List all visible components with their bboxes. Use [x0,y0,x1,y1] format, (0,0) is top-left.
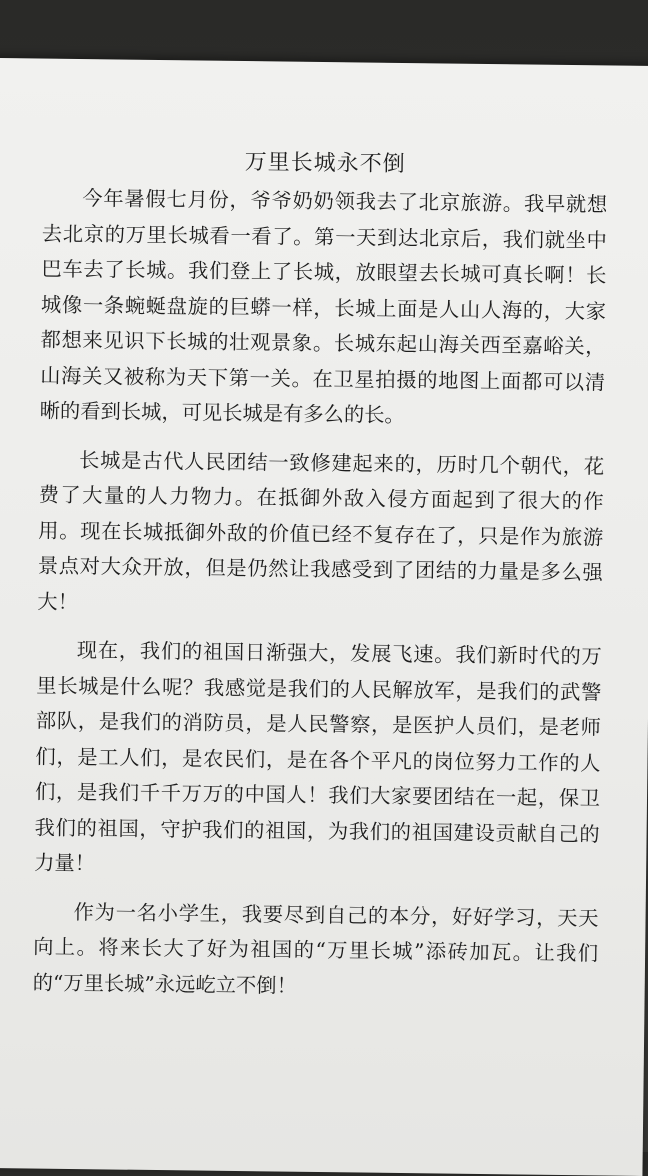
paragraph-1: 今年暑假七月份，爷爷奶奶领我去了北京旅游。我早就想去北京的万里长城看一看了。第一天到达北京后，我们就坐中巴车去了长城。我们登上了长城，放眼望去长城可真长啊！长城像一条蜿蜒盘旋的巨蟒一样，长城上面是人山人海的，大家都想来见识下长城的壮观景象。长城东起山海关西至嘉峪关，山海关又被称为天下第一关。在卫星拍摄的地图上面都可以清晰的看到长城，可见长城是有多么的长。 [39,186,608,428]
paper-sheet [0,58,648,1176]
essay-title: 万里长城永不倒 [244,150,406,178]
paragraph-3: 现在，我们的祖国日渐强大，发展飞速。我们新时代的万里长城是什么呢？我感觉是我们的人民解放军，是我们的武警部队，是我们的消防员，是人民警察，是医护人员们，是老师们，是工人们，是农民们，是在各个平凡的岗位努力工作的人们，是我们千千万万的中国人！我们大家要团结在一起，保卫我们的祖国，守护我们的祖国，为我们的祖国建设贡献自己的力量！ [34,638,602,876]
essay-body [32,147,608,1021]
paragraph-4: 作为一名小学生，我要尽到自己的本分，好好学习，天天向上。将来长大了好为祖国的“万里长城”添砖加瓦。让我们的“万里长城”永远屹立不倒！ [32,899,599,998]
paragraph-2: 长城是古代人民团结一致修建起来的，历时几个朝代，花费了大量的人力物力。在抵御外敌入侵方面起到了很大的作用。现在长城抵御外敌的价值已经不复存在了，只是作为旅游景点对大众开放，但是仍然让我感受到了团结的力量是多么强大！ [37,447,605,614]
